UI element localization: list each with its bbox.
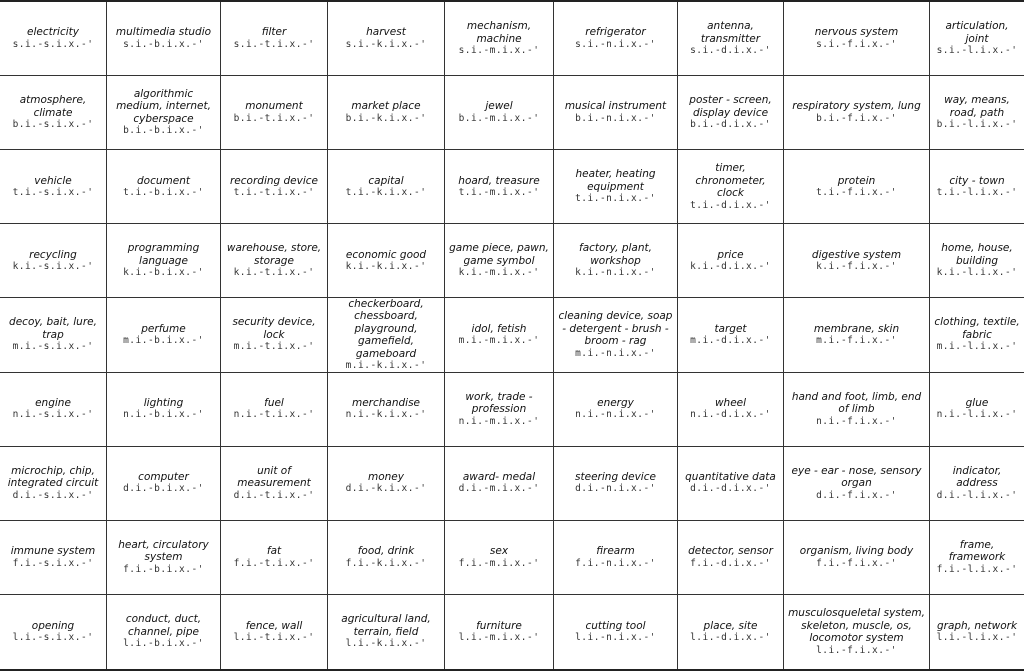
table-cell [678,150,784,224]
table-cell [0,224,107,298]
cell-code: d.i.-k.i.x.-' [345,483,427,495]
cell-code: s.i.-d.i.x.-' [690,45,771,57]
cell-code: s.i.-l.i.x.-' [936,45,1018,57]
cell-code: t.i.-m.i.x.-' [458,187,540,199]
table-cell [678,595,784,669]
table-cell [328,521,445,595]
cell-code: d.i.-l.i.x.-' [936,489,1018,501]
cell-code: s.i.-n.i.x.-' [575,38,656,50]
cell-meaning: way, means, road, path [944,94,1010,119]
cell-meaning: fence, wall [245,619,303,632]
table-cell [328,150,445,224]
cell-code: n.i.-m.i.x.-' [458,415,540,427]
cell-meaning: merchandise [351,396,421,409]
cell-code: f.i.-t.i.x.-' [233,557,315,569]
cell-code: s.i.-k.i.x.-' [345,38,427,50]
table-cell [328,298,445,372]
cell-code: d.i.-s.i.x.-' [12,489,94,501]
table-cell [107,373,221,447]
cell-code: n.i.-t.i.x.-' [233,409,315,421]
cell-meaning: jewel [485,100,513,113]
table-cell [0,447,107,521]
cell-code: m.i.-l.i.x.-' [936,341,1018,353]
table-cell [0,150,107,224]
cell-meaning: multimedia studio [115,26,212,39]
cell-code: n.i.-n.i.x.-' [575,409,656,421]
cell-code: k.i.-s.i.x.-' [12,261,94,273]
cell-meaning: mechanism, machine [466,20,532,45]
cell-meaning: heater, heating equipment [575,168,656,193]
table-cell [554,76,678,150]
table-cell [554,595,678,669]
cell-meaning: harvest [366,26,406,39]
cell-meaning: market place [351,100,421,113]
cell-code: t.i.-t.i.x.-' [233,187,315,199]
table-cell [0,595,107,669]
table-cell [107,2,221,76]
table-cell [221,373,328,447]
table-cell [445,150,554,224]
cell-code: s.i.-f.i.x.-' [816,38,897,50]
cell-meaning: fuel [264,396,284,409]
cell-meaning: engine [35,396,71,409]
cell-code: f.i.-k.i.x.-' [345,557,427,569]
cell-meaning: programming language [127,242,200,267]
table-cell [0,2,107,76]
cell-code: l.i.-l.i.x.-' [936,632,1018,644]
table-cell [107,224,221,298]
table-cell [107,76,221,150]
table-cell [221,76,328,150]
cell-code: b.i.-m.i.x.-' [458,112,540,124]
cell-code: b.i.-s.i.x.-' [12,119,94,131]
table-cell [930,373,1024,447]
table-cell [445,373,554,447]
cell-meaning: refrigerator [585,26,646,39]
cell-meaning: immune system [10,545,96,558]
cell-meaning: decoy, bait, lure, trap [9,316,97,341]
cell-code: k.i.-d.i.x.-' [690,261,771,273]
cell-meaning: glue [965,396,989,409]
cell-code: b.i.-t.i.x.-' [233,112,315,124]
cell-code: t.i.-l.i.x.-' [936,187,1018,199]
table-cell [445,521,554,595]
cell-code: n.i.-f.i.x.-' [816,415,897,427]
cell-meaning: filter [261,26,287,39]
cell-code: k.i.-f.i.x.-' [816,261,897,273]
table-cell [221,595,328,669]
cell-meaning: recording device [229,174,319,187]
table-cell [328,76,445,150]
table-cell [784,150,930,224]
table-cell [554,298,678,372]
table-cell [678,447,784,521]
cell-code: k.i.-n.i.x.-' [575,267,656,279]
table-cell [107,447,221,521]
cell-code: t.i.-n.i.x.-' [575,193,656,205]
table-cell [930,447,1024,521]
table-cell [678,224,784,298]
cell-meaning: articulation, joint [945,20,1009,45]
table-cell [107,150,221,224]
cell-code: n.i.-l.i.x.-' [936,409,1018,421]
cell-code: m.i.-n.i.x.-' [575,347,656,359]
cell-meaning: antenna, transmitter [700,20,761,45]
table-cell [328,224,445,298]
cell-code: l.i.-n.i.x.-' [575,632,656,644]
table-cell [221,150,328,224]
cell-meaning: energy [597,396,634,409]
table-cell [107,595,221,669]
cell-meaning: quantitative data [685,470,776,483]
cell-meaning: work, trade - profession [465,390,533,416]
cell-code: n.i.-s.i.x.-' [12,409,94,421]
cell-meaning: nervous system [814,26,899,39]
cell-code: m.i.-f.i.x.-' [816,335,897,347]
cell-meaning: eye - ear - nose, sensory organ [791,464,922,490]
cell-code: l.i.-s.i.x.-' [12,632,94,644]
table-cell [445,2,554,76]
cell-code: f.i.-n.i.x.-' [575,557,656,569]
table-cell [784,224,930,298]
cell-meaning: graph, network [936,619,1018,632]
cell-meaning: digestive system [811,248,902,261]
table-cell [930,2,1024,76]
table-cell [445,298,554,372]
table-cell [328,447,445,521]
table-cell [784,447,930,521]
cell-meaning: vehicle [34,174,72,187]
table-cell [107,521,221,595]
cell-code: f.i.-b.i.x.-' [123,563,204,575]
cell-meaning: respiratory system, lung [792,100,921,113]
cell-code: l.i.-m.i.x.-' [458,632,540,644]
table-cell [678,373,784,447]
table-cell [678,2,784,76]
table-cell [0,298,107,372]
cell-code: d.i.-b.i.x.-' [123,483,204,495]
cell-code: l.i.-t.i.x.-' [233,632,315,644]
cell-meaning: home, house, building [941,242,1013,267]
cell-code: f.i.-m.i.x.-' [458,557,540,569]
table-cell [445,224,554,298]
table-cell [930,150,1024,224]
cell-code: f.i.-f.i.x.-' [816,557,897,569]
table-cell [0,521,107,595]
cell-meaning: city - town [949,174,1005,187]
cell-meaning: clothing, textile, fabric [934,316,1020,341]
cell-code: n.i.-b.i.x.-' [123,409,204,421]
cell-meaning: opening [31,619,75,632]
cell-meaning: capital [368,174,404,187]
table-cell [0,373,107,447]
table-cell [554,521,678,595]
cell-code: l.i.-k.i.x.-' [345,638,427,650]
table-cell [221,224,328,298]
cell-meaning: organism, living body [799,545,914,558]
table-cell [554,373,678,447]
cell-meaning: recycling [29,248,77,261]
cell-meaning: document [137,174,190,187]
cell-meaning: microchip, chip, integrated circuit [7,464,99,490]
cell-code: b.i.-d.i.x.-' [690,119,771,131]
cell-code: s.i.-m.i.x.-' [458,45,540,57]
cell-meaning: musical instrument [564,100,667,113]
cell-meaning: steering device [575,470,656,483]
cell-meaning: computer [138,470,189,483]
table-cell [221,298,328,372]
cell-code: t.i.-k.i.x.-' [345,187,427,199]
table-cell [445,595,554,669]
cell-meaning: wheel [714,396,747,409]
cell-code: d.i.-m.i.x.-' [458,483,540,495]
cell-code: d.i.-t.i.x.-' [233,489,315,501]
table-cell [221,447,328,521]
table-cell [445,76,554,150]
table-cell [328,373,445,447]
cell-meaning: algorithmic medium, internet, cyberspace [116,87,211,125]
cell-code: b.i.-b.i.x.-' [123,125,204,137]
cell-code: d.i.-n.i.x.-' [575,483,656,495]
table-cell [784,595,930,669]
cell-code: f.i.-d.i.x.-' [690,557,771,569]
cell-meaning: fat [266,545,282,558]
table-cell [930,521,1024,595]
cell-meaning: price [717,248,744,261]
table-cell [445,447,554,521]
cell-code: k.i.-b.i.x.-' [123,267,204,279]
cell-code: n.i.-k.i.x.-' [345,409,427,421]
cell-code: m.i.-d.i.x.-' [690,335,771,347]
cell-code: t.i.-s.i.x.-' [12,187,94,199]
cell-code: k.i.-t.i.x.-' [233,267,315,279]
cell-code: k.i.-k.i.x.-' [345,261,427,273]
cell-code: d.i.-d.i.x.-' [690,483,771,495]
cell-meaning: membrane, skin [813,322,900,335]
cell-meaning: musculosqueletal system, skeleton, muscle, os, locomotor system [788,607,925,645]
table-cell [554,224,678,298]
cell-code: m.i.-b.i.x.-' [123,335,204,347]
cell-meaning: hand and foot, limb, end of limb [791,390,922,416]
table-cell [328,2,445,76]
cell-meaning: cleaning device, soap - detergent - brush - broom - rag [558,310,673,348]
cell-meaning: game piece, pawn, game symbol [449,242,549,267]
cell-code: k.i.-l.i.x.-' [936,267,1018,279]
cell-meaning: place, site [703,619,758,632]
cell-code: l.i.-d.i.x.-' [690,632,771,644]
cell-code: l.i.-f.i.x.-' [816,644,897,656]
cell-meaning: food, drink [357,545,415,558]
cell-meaning: monument [245,100,303,113]
cell-meaning: protein [837,174,876,187]
cell-code: m.i.-m.i.x.-' [458,335,540,347]
cell-code: s.i.-b.i.x.-' [123,38,204,50]
table-cell [784,373,930,447]
cell-meaning: hoard, treasure [458,174,540,187]
table-cell [328,595,445,669]
cell-meaning: money [368,470,404,483]
cell-meaning: indicator, address [952,464,1002,490]
table-cell [554,447,678,521]
table-cell [554,150,678,224]
cell-meaning: heart, circulatory system [118,538,209,564]
cell-meaning: unit of measurement [237,464,311,490]
cell-meaning: economic good [345,248,427,261]
cell-meaning: factory, plant, workshop [579,242,652,267]
cell-code: b.i.-l.i.x.-' [936,119,1018,131]
cell-code: f.i.-l.i.x.-' [936,563,1018,575]
table-cell [784,521,930,595]
table-cell [107,298,221,372]
cell-code: b.i.-f.i.x.-' [816,112,897,124]
table-cell [678,76,784,150]
cell-meaning: electricity [27,26,79,39]
cell-meaning: firearm [596,545,635,558]
cell-code: k.i.-m.i.x.-' [458,267,540,279]
table-cell [0,76,107,150]
table-cell [930,595,1024,669]
cell-meaning: timer, chronometer, clock [695,162,766,200]
cell-code: b.i.-n.i.x.-' [575,112,656,124]
cell-code: s.i.-s.i.x.-' [12,38,94,50]
table-cell [221,2,328,76]
cell-code: n.i.-d.i.x.-' [690,409,771,421]
cell-code: m.i.-k.i.x.-' [345,360,427,372]
table-cell [784,298,930,372]
cell-meaning: checkerboard, chessboard, playground, gamefield, gameboard [348,298,424,360]
cell-meaning: award- medal [462,470,536,483]
cell-meaning: lighting [143,396,184,409]
cell-code: l.i.-b.i.x.-' [123,638,204,650]
table-cell [930,298,1024,372]
cell-meaning: sex [489,545,509,558]
cell-meaning: perfume [141,322,186,335]
cell-meaning: security device, lock [232,316,316,341]
table-cell [784,2,930,76]
cell-meaning: agricultural land, terrain, field [341,613,431,638]
cell-meaning: frame, framework [948,538,1006,564]
table-cell [678,298,784,372]
table-cell [554,2,678,76]
cell-code: t.i.-b.i.x.-' [123,187,204,199]
cell-code: m.i.-t.i.x.-' [233,341,315,353]
cell-meaning: idol, fetish [471,322,527,335]
cell-code: m.i.-s.i.x.-' [12,341,94,353]
cell-code: t.i.-d.i.x.-' [690,199,771,211]
cell-meaning: atmosphere, climate [19,94,87,119]
cell-meaning: detector, sensor [688,545,773,558]
cell-code: s.i.-t.i.x.-' [233,38,315,50]
table-cell [221,521,328,595]
cell-code: t.i.-f.i.x.-' [816,187,897,199]
cell-meaning: furniture [476,619,522,632]
table-cell [678,521,784,595]
table-cell [784,76,930,150]
cell-code: d.i.-f.i.x.-' [816,489,897,501]
cell-code: f.i.-s.i.x.-' [12,557,94,569]
cell-code: b.i.-k.i.x.-' [345,112,427,124]
cell-meaning: cutting tool [585,619,646,632]
cell-meaning: poster - screen, display device [689,94,772,119]
cell-meaning: conduct, duct, channel, pipe [125,613,202,638]
cell-meaning: target [714,322,747,335]
table-cell [930,76,1024,150]
table-cell [930,224,1024,298]
cell-meaning: warehouse, store, storage [226,242,322,267]
